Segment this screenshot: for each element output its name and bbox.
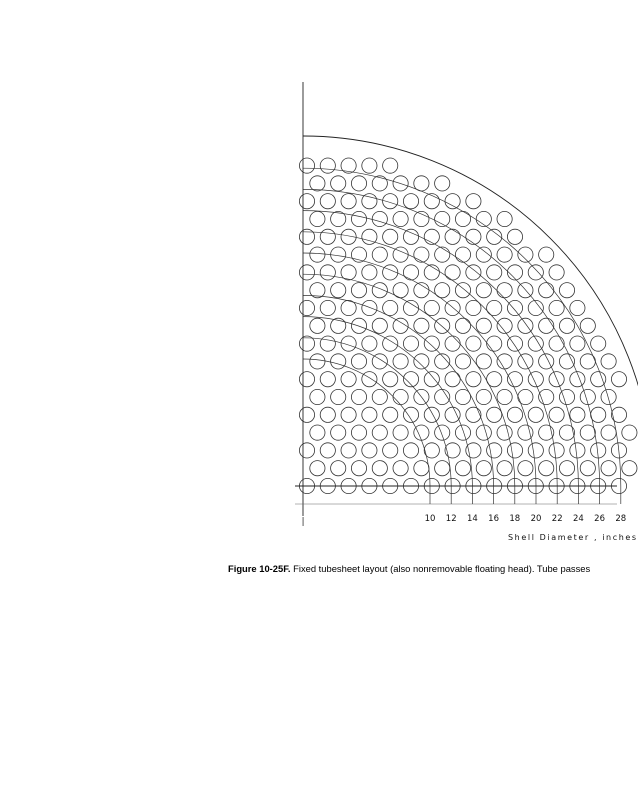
tube-hole (362, 336, 377, 351)
diameter-tick-label: 20 (530, 514, 542, 524)
tube-hole (299, 265, 314, 280)
tube-hole (331, 211, 346, 226)
tube-hole (539, 283, 554, 298)
tube-hole (310, 176, 325, 191)
tube-hole (320, 372, 335, 387)
tube-hole (435, 283, 450, 298)
tube-hole (528, 443, 543, 458)
tube-hole (559, 461, 574, 476)
tube-hole (518, 425, 533, 440)
tube-hole (559, 318, 574, 333)
tube-hole (403, 300, 418, 315)
tube-hole (570, 336, 585, 351)
tube-hole (341, 372, 356, 387)
diameter-tick-label: 18 (509, 514, 521, 524)
tube-hole (310, 283, 325, 298)
tube-hole (549, 407, 564, 422)
tube-hole (372, 318, 387, 333)
tube-hole (487, 443, 502, 458)
tube-hole (320, 407, 335, 422)
tube-hole (414, 354, 429, 369)
tube-hole (383, 407, 398, 422)
tube-hole (341, 443, 356, 458)
tube-hole (414, 247, 429, 262)
tube-hole (445, 407, 460, 422)
tube-hole (445, 300, 460, 315)
tube-hole (518, 389, 533, 404)
tube-hole (310, 247, 325, 262)
tube-hole (549, 443, 564, 458)
tube-hole (403, 407, 418, 422)
diameter-tick-label: 10 (424, 514, 436, 524)
tube-hole (393, 247, 408, 262)
tube-hole (487, 229, 502, 244)
tube-hole (299, 336, 314, 351)
tube-hole (466, 265, 481, 280)
frame-lines (295, 82, 617, 516)
tube-hole (549, 300, 564, 315)
tube-hole (414, 461, 429, 476)
tube-hole (476, 318, 491, 333)
tube-hole (518, 354, 533, 369)
tube-hole (445, 372, 460, 387)
tube-hole (435, 318, 450, 333)
tube-hole (549, 336, 564, 351)
tube-hole (466, 443, 481, 458)
tube-hole (424, 336, 439, 351)
tube-hole (414, 425, 429, 440)
figure-caption (228, 563, 617, 574)
tube-hole (466, 229, 481, 244)
tube-hole (393, 283, 408, 298)
diameter-arc (303, 211, 578, 486)
tube-hole (362, 372, 377, 387)
tube-hole (497, 425, 512, 440)
tube-hole (455, 389, 470, 404)
tube-hole (559, 425, 574, 440)
tube-hole (591, 407, 606, 422)
tube-hole (310, 425, 325, 440)
tube-hole (445, 265, 460, 280)
tube-hole (362, 407, 377, 422)
tube-hole (383, 443, 398, 458)
tube-hole (341, 265, 356, 280)
tube-hole (393, 425, 408, 440)
tube-hole (487, 372, 502, 387)
tube-hole (507, 229, 522, 244)
tube-hole (403, 336, 418, 351)
diameter-ticks (430, 486, 621, 504)
diameter-arc (303, 253, 536, 486)
tubesheet-drawing (285, 78, 627, 533)
tube-hole (591, 336, 606, 351)
tube-hole (601, 425, 616, 440)
tube-hole (372, 283, 387, 298)
tube-hole (507, 300, 522, 315)
tube-hole (341, 407, 356, 422)
tube-hole (320, 443, 335, 458)
tube-hole (435, 247, 450, 262)
tube-hole (393, 354, 408, 369)
tube-hole (466, 300, 481, 315)
tube-hole (320, 158, 335, 173)
tube-hole (445, 443, 460, 458)
tube-hole (403, 443, 418, 458)
tube-hole (611, 407, 626, 422)
tube-hole (445, 194, 460, 209)
diameter-arc (303, 168, 621, 486)
tube-hole (601, 461, 616, 476)
tube-hole (362, 443, 377, 458)
tube-hole (580, 425, 595, 440)
tube-hole (331, 354, 346, 369)
tube-hole (518, 318, 533, 333)
left-axis-marker: | (301, 517, 305, 527)
tube-hole (331, 461, 346, 476)
tube-hole (372, 247, 387, 262)
tube-hole (539, 318, 554, 333)
tube-hole (476, 389, 491, 404)
tube-hole (455, 354, 470, 369)
tube-hole (362, 194, 377, 209)
tube-hole (414, 318, 429, 333)
tube-hole (320, 194, 335, 209)
tube-hole (331, 176, 346, 191)
tube-hole (310, 211, 325, 226)
tube-hole (559, 389, 574, 404)
tube-hole (372, 389, 387, 404)
tube-hole (372, 176, 387, 191)
diameter-tick-label: 16 (488, 514, 500, 524)
tube-hole (518, 461, 533, 476)
tube-hole (383, 372, 398, 387)
tube-hole (320, 229, 335, 244)
tube-hole (351, 425, 366, 440)
diameter-tick-label: 28 (615, 514, 627, 524)
tube-hole (611, 372, 626, 387)
tube-hole (310, 461, 325, 476)
diameter-tick-label: 26 (594, 514, 606, 524)
tube-hole (351, 211, 366, 226)
tube-hole (435, 176, 450, 191)
tube-hole (362, 265, 377, 280)
tube-hole (424, 194, 439, 209)
tube-hole (310, 318, 325, 333)
tube-hole (466, 336, 481, 351)
tube-hole (351, 354, 366, 369)
tube-hole (383, 229, 398, 244)
tube-hole (580, 461, 595, 476)
tube-hole (476, 283, 491, 298)
tube-hole (476, 425, 491, 440)
tube-hole (445, 229, 460, 244)
tube-hole (487, 336, 502, 351)
tube-hole (299, 194, 314, 209)
tube-hole (570, 300, 585, 315)
tube-hole (424, 443, 439, 458)
tube-hole (466, 194, 481, 209)
tube-hole (518, 247, 533, 262)
tube-hole (351, 283, 366, 298)
caption-text: Fixed tubesheet layout (also nonremovable floating head). Tube passes (293, 563, 591, 574)
tube-hole (539, 461, 554, 476)
tube-hole (331, 283, 346, 298)
tube-hole (622, 425, 637, 440)
tube-hole (362, 300, 377, 315)
tube-hole (497, 283, 512, 298)
tube-hole (372, 211, 387, 226)
tube-hole (507, 336, 522, 351)
tube-hole (466, 372, 481, 387)
tube-hole (455, 247, 470, 262)
tube-hole (549, 265, 564, 280)
tube-hole (559, 283, 574, 298)
tube-hole (403, 229, 418, 244)
tube-hole (476, 461, 491, 476)
tube-hole (393, 211, 408, 226)
tube-hole (455, 425, 470, 440)
tube-hole (320, 300, 335, 315)
caption-label: Figure 10-25F. (228, 563, 291, 574)
tube-hole (528, 407, 543, 422)
tube-hole (372, 461, 387, 476)
tube-hole (455, 461, 470, 476)
tube-hole (299, 229, 314, 244)
tube-hole (299, 158, 314, 173)
tube-hole (299, 407, 314, 422)
tube-hole (383, 300, 398, 315)
tube-hole (497, 247, 512, 262)
tube-hole (320, 336, 335, 351)
diameter-arc (303, 317, 472, 486)
tube-hole (299, 443, 314, 458)
tube-hole (424, 407, 439, 422)
tube-hole (455, 283, 470, 298)
tube-hole (362, 229, 377, 244)
tube-hole (591, 372, 606, 387)
tubesheet-layout-diagram (285, 78, 627, 533)
tube-hole (403, 265, 418, 280)
tube-hole (393, 461, 408, 476)
tube-hole (435, 461, 450, 476)
tube-hole (570, 407, 585, 422)
tube-hole (497, 354, 512, 369)
tube-hole (362, 158, 377, 173)
tube-hole (372, 354, 387, 369)
tube-hole (299, 372, 314, 387)
tube-hole (487, 407, 502, 422)
tube-hole (310, 354, 325, 369)
tube-hole (570, 443, 585, 458)
tube-hole (341, 158, 356, 173)
tube-hole (320, 265, 335, 280)
tube-holes (299, 158, 637, 494)
tube-hole (445, 336, 460, 351)
tube-hole (341, 300, 356, 315)
tube-hole (455, 318, 470, 333)
diameter-tick-label: 14 (466, 514, 478, 524)
tube-hole (487, 300, 502, 315)
diameter-tick-labels (302, 514, 627, 527)
tube-hole (507, 372, 522, 387)
tube-hole (393, 389, 408, 404)
axis-title: Shell Diameter , inches (508, 533, 638, 542)
tube-hole (497, 389, 512, 404)
tube-hole (580, 354, 595, 369)
tube-hole (383, 336, 398, 351)
tube-hole (372, 425, 387, 440)
tube-hole (351, 461, 366, 476)
tube-hole (507, 443, 522, 458)
tube-hole (580, 318, 595, 333)
tube-hole (487, 265, 502, 280)
tube-hole (466, 407, 481, 422)
tube-hole (424, 229, 439, 244)
tube-hole (601, 354, 616, 369)
tube-hole (455, 211, 470, 226)
tube-hole (539, 247, 554, 262)
tube-hole (497, 211, 512, 226)
tube-hole (299, 300, 314, 315)
tube-hole (528, 265, 543, 280)
tube-hole (403, 194, 418, 209)
tube-hole (497, 461, 512, 476)
tube-hole (424, 372, 439, 387)
diameter-tick-label: 24 (572, 514, 584, 524)
tube-hole (435, 425, 450, 440)
tube-hole (476, 354, 491, 369)
tube-hole (351, 389, 366, 404)
diameter-tick-label: 12 (445, 514, 457, 524)
tube-hole (414, 176, 429, 191)
diameter-arc (303, 189, 600, 486)
tube-hole (331, 389, 346, 404)
tube-hole (351, 176, 366, 191)
tube-hole (507, 265, 522, 280)
tube-hole (310, 389, 325, 404)
tube-hole (601, 389, 616, 404)
tube-hole (622, 461, 637, 476)
tube-hole (424, 300, 439, 315)
tube-hole (331, 425, 346, 440)
tube-hole (341, 194, 356, 209)
diameter-tick-label: 22 (551, 514, 563, 524)
tube-hole (507, 407, 522, 422)
tube-hole (383, 158, 398, 173)
